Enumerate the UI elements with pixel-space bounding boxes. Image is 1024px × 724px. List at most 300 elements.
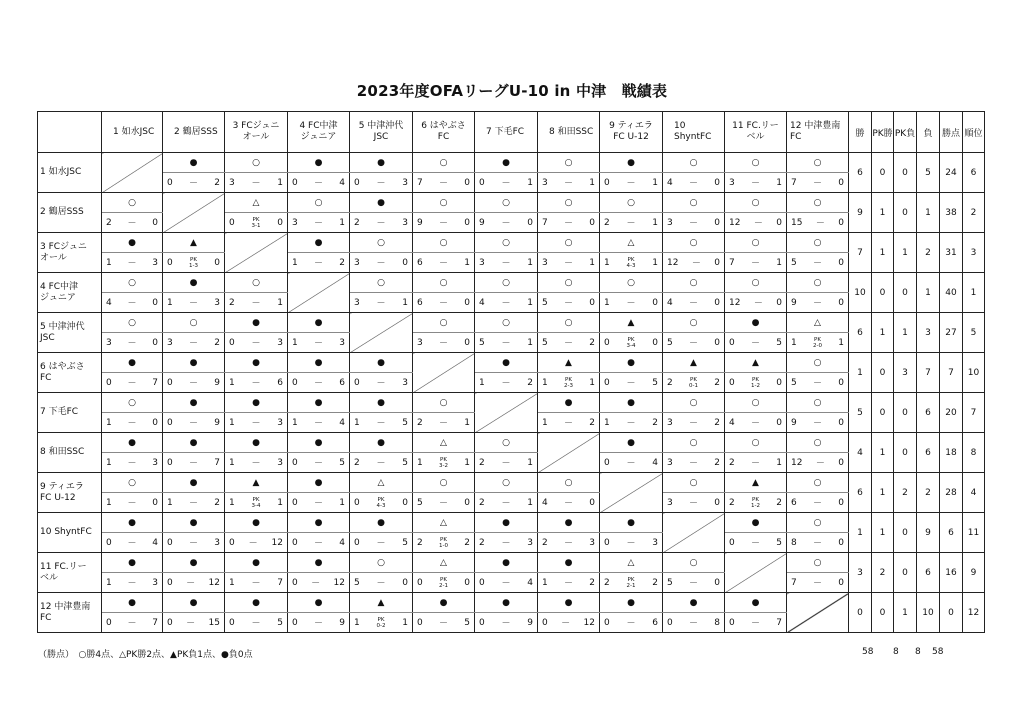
win-circle-icon: ○ [813, 197, 822, 208]
away-score: 3 [277, 417, 283, 428]
win-circle-icon: ○ [689, 477, 698, 488]
score-cell [350, 493, 413, 513]
loss-dot-icon: ● [564, 597, 573, 608]
result-mark-cell [102, 273, 163, 293]
score-cell [413, 293, 475, 313]
home-score: 3 [667, 497, 673, 508]
self-match-diagonal [163, 193, 225, 233]
away-score: 9 [214, 417, 220, 428]
score-cell [600, 573, 663, 593]
column-header-line: FC U-12 [613, 132, 649, 142]
score-cell [413, 333, 475, 353]
score-dash: － [127, 379, 137, 389]
result-mark-cell [725, 393, 787, 413]
row-team-label-line: 8 和田SSC [40, 447, 85, 457]
home-score: 3 [542, 257, 548, 268]
result-mark-cell [225, 353, 288, 373]
result-mark-cell [350, 593, 413, 613]
home-score: 1 [229, 417, 235, 428]
score-dash: － [376, 259, 386, 269]
result-mark-cell [663, 593, 725, 613]
pk-result: 3-1 [251, 222, 261, 229]
stat-pts: 7 [940, 353, 963, 393]
result-mark-cell [663, 353, 725, 373]
result-mark-cell [725, 473, 787, 493]
result-mark-cell [538, 193, 600, 213]
self-match-diagonal [600, 473, 663, 513]
stat-pkw: 1 [872, 193, 894, 233]
column-header-line: 7 下毛FC [486, 126, 525, 137]
win-circle-icon: ○ [564, 157, 573, 168]
result-mark-cell [475, 273, 538, 293]
home-score: 0 [167, 457, 173, 468]
score-dash: － [186, 579, 196, 589]
away-score: 1 [527, 337, 533, 348]
result-mark-cell [475, 153, 538, 173]
pk-shootout-score [751, 497, 760, 509]
result-mark-cell [538, 513, 600, 533]
away-score: 1 [527, 257, 533, 268]
result-mark-cell [163, 473, 225, 493]
away-score: 2 [214, 177, 220, 188]
result-mark-cell [600, 193, 663, 213]
row-team-label-line: FC [40, 372, 52, 383]
score-dash: － [376, 419, 386, 429]
away-score: 5 [776, 537, 782, 548]
win-circle-icon: ○ [813, 397, 822, 408]
score-cell [413, 253, 475, 273]
result-mark-cell [225, 313, 288, 333]
column-header-team-10 [663, 112, 725, 153]
away-score: 0 [838, 537, 844, 548]
self-match-diagonal [413, 353, 475, 393]
away-score: 12 [208, 577, 220, 588]
away-score: 3 [152, 577, 158, 588]
result-mark-cell [413, 433, 475, 453]
home-score: 3 [667, 417, 673, 428]
away-score: 0 [152, 497, 158, 508]
score-cell [288, 613, 350, 633]
home-score: 2 [479, 457, 485, 468]
row-team-label-line: 5 中津沖代 [40, 321, 85, 332]
score-dash: － [691, 259, 701, 269]
score-cell [102, 293, 163, 313]
stat-pkl: 1 [894, 593, 917, 633]
result-mark-cell [288, 153, 350, 173]
team-row-scores-3 [38, 253, 985, 273]
result-mark-cell [663, 393, 725, 413]
home-score: 1 [292, 337, 298, 348]
loss-dot-icon: ● [314, 557, 323, 568]
score-cell [475, 573, 538, 593]
stat-header-4: 勝点 [940, 112, 963, 153]
score-cell [787, 533, 849, 553]
away-score: 2 [527, 377, 533, 388]
row-team-name-5 [38, 313, 102, 353]
pk-label: PK [377, 496, 385, 503]
row-team-name-10 [38, 513, 102, 553]
result-mark-cell [413, 593, 475, 613]
result-mark-cell [163, 433, 225, 453]
win-circle-icon: ○ [377, 237, 385, 248]
score-cell [225, 533, 288, 553]
pk-shootout-score [564, 377, 573, 389]
home-score: 0 [604, 377, 610, 388]
result-mark-cell [600, 393, 663, 413]
result-mark-cell [225, 593, 288, 613]
loss-dot-icon: ● [252, 397, 260, 408]
loss-dot-icon: ● [377, 157, 385, 168]
stat-pts: 31 [940, 233, 963, 273]
total-wins: 58 [862, 647, 874, 657]
score-cell [350, 533, 413, 553]
away-score: 0 [152, 417, 158, 428]
score-dash: － [563, 499, 573, 509]
result-mark-cell [163, 393, 225, 413]
result-mark-cell [538, 593, 600, 613]
stat-header-0: 勝 [849, 112, 872, 153]
score-cell [350, 173, 413, 193]
away-score: 0 [838, 257, 844, 268]
score-dash: － [376, 299, 386, 309]
loss-dot-icon: ● [252, 557, 260, 568]
stat-l: 9 [917, 513, 940, 553]
result-mark-cell [288, 193, 350, 213]
score-dash: － [251, 299, 261, 309]
column-header-line: ジュニア [300, 132, 337, 142]
result-mark-cell [787, 433, 849, 453]
score-cell [600, 173, 663, 193]
score-dash: － [688, 179, 698, 189]
home-score: 0 [604, 177, 610, 188]
result-mark-cell [475, 193, 538, 213]
away-score: 3 [277, 337, 283, 348]
rank: 6 [963, 153, 985, 193]
score-dash: － [753, 299, 763, 309]
result-mark-cell [102, 313, 163, 333]
win-circle-icon: ○ [689, 157, 698, 168]
away-score: 2 [589, 417, 595, 428]
row-team-label-line: 1 如水JSC [40, 167, 82, 177]
stat-l: 6 [917, 433, 940, 473]
away-score: 2 [464, 537, 470, 548]
home-score: 4 [106, 297, 112, 308]
home-score: 1 [604, 257, 610, 268]
stat-header-3: 負 [917, 112, 940, 153]
win-circle-icon: ○ [564, 317, 573, 328]
row-team-name-3 [38, 233, 102, 273]
pk-win-triangle-icon: △ [440, 517, 447, 528]
pk-win-triangle-icon: △ [252, 197, 260, 208]
score-dash: － [688, 499, 698, 509]
team-row-9 [38, 473, 985, 493]
score-dash: － [376, 379, 386, 389]
win-circle-icon: ○ [627, 197, 635, 208]
score-cell [787, 413, 849, 433]
score-dash: － [438, 499, 448, 509]
score-cell [225, 453, 288, 473]
score-dash: － [626, 179, 636, 189]
win-circle-icon: ○ [128, 277, 136, 288]
away-score: 1 [652, 217, 658, 228]
result-mark-cell [600, 593, 663, 613]
home-score: 12 [729, 297, 741, 308]
win-circle-icon: ○ [689, 437, 698, 448]
score-cell [725, 333, 787, 353]
loss-dot-icon: ● [189, 557, 198, 568]
score-cell [102, 373, 163, 393]
home-score: 1 [167, 297, 173, 308]
win-circle-icon: ○ [813, 477, 822, 488]
score-cell [225, 373, 288, 393]
result-mark-cell [350, 153, 413, 173]
score-dash: － [750, 539, 760, 549]
row-team-label-line: オール [40, 252, 67, 263]
home-score: 0 [167, 417, 173, 428]
pk-label: PK [690, 376, 697, 383]
score-cell [350, 453, 413, 473]
result-mark-cell [725, 153, 787, 173]
column-header-line: 3 FCジュニ [232, 121, 280, 131]
pk-shootout-score [377, 617, 386, 629]
home-score: 0 [479, 617, 485, 628]
score-cell [600, 213, 663, 233]
score-cell [350, 253, 413, 273]
stat-pkl: 2 [894, 473, 917, 513]
win-circle-icon: ○ [502, 277, 510, 288]
home-score: 1 [229, 577, 235, 588]
score-cell [787, 453, 849, 473]
away-score: 0 [589, 297, 595, 308]
score-dash: － [438, 259, 448, 269]
loss-dot-icon: ● [627, 397, 635, 408]
row-team-name-9 [38, 473, 102, 513]
home-score: 2 [479, 537, 485, 548]
team-row-12 [38, 593, 985, 613]
away-score: 0 [214, 257, 220, 268]
score-dash: － [251, 379, 261, 389]
loss-dot-icon: ● [502, 517, 510, 528]
result-mark-cell [787, 393, 849, 413]
pk-win-triangle-icon: △ [627, 237, 635, 248]
self-match-diagonal [725, 553, 787, 593]
result-mark-cell [225, 393, 288, 413]
score-dash: － [251, 339, 261, 349]
home-score: 2 [479, 497, 485, 508]
result-mark-cell [413, 153, 475, 173]
score-dash: － [501, 219, 511, 229]
score-cell [163, 253, 225, 273]
score-cell [475, 533, 538, 553]
result-mark-cell [350, 353, 413, 373]
score-dash: － [563, 259, 573, 269]
home-score: 0 [479, 577, 485, 588]
score-cell [413, 213, 475, 233]
home-score: 6 [417, 257, 423, 268]
loss-dot-icon: ● [314, 437, 323, 448]
score-dash: － [313, 459, 323, 469]
win-circle-icon: ○ [439, 317, 448, 328]
home-score: 5 [791, 377, 797, 388]
away-score: 12 [271, 537, 283, 548]
home-score: 0 [292, 577, 298, 588]
pk-win-triangle-icon: △ [627, 557, 635, 568]
score-cell [163, 173, 225, 193]
column-header-line: 9 ティエラ [609, 121, 653, 131]
result-mark-cell [350, 553, 413, 573]
score-dash: － [688, 619, 698, 629]
score-cell [787, 333, 849, 353]
home-score: 1 [542, 417, 548, 428]
pk-result: 3-2 [439, 462, 448, 469]
away-score: 0 [838, 417, 844, 428]
score-cell [663, 333, 725, 353]
result-mark-cell [350, 393, 413, 413]
win-circle-icon: ○ [128, 197, 136, 208]
score-cell [600, 293, 663, 313]
result-mark-cell [725, 233, 787, 253]
pk-result: 3-4 [626, 342, 636, 349]
result-mark-cell [538, 273, 600, 293]
result-mark-cell [600, 233, 663, 253]
row-team-label-line: 4 FC中津 [40, 281, 79, 292]
home-score: 0 [604, 537, 610, 548]
column-header-team-1 [102, 112, 163, 153]
score-dash: － [313, 379, 323, 389]
home-score: 9 [791, 417, 797, 428]
away-score: 0 [776, 417, 782, 428]
stat-pkw: 0 [872, 273, 894, 313]
win-circle-icon: ○ [751, 197, 760, 208]
team-row-1 [38, 153, 985, 173]
score-cell [663, 213, 725, 233]
result-mark-cell [475, 233, 538, 253]
pk-loss-triangle-icon: ▲ [690, 357, 697, 368]
away-score: 0 [527, 217, 533, 228]
score-cell [288, 333, 350, 353]
loss-dot-icon: ● [314, 357, 323, 368]
win-circle-icon: ○ [751, 237, 760, 248]
rank: 11 [963, 513, 985, 553]
away-score: 1 [402, 617, 408, 628]
loss-dot-icon: ● [314, 597, 323, 608]
away-score: 0 [714, 577, 720, 588]
corner-cell [38, 112, 102, 153]
result-mark-cell [413, 233, 475, 253]
result-mark-cell [787, 473, 849, 493]
home-score: 3 [417, 337, 423, 348]
rank: 10 [963, 353, 985, 393]
win-circle-icon: ○ [689, 317, 698, 328]
stat-pkw: 1 [872, 233, 894, 273]
away-score: 5 [464, 617, 470, 628]
win-circle-icon: ○ [377, 557, 385, 568]
result-mark-cell [288, 353, 350, 373]
result-mark-cell [475, 553, 538, 573]
stat-l: 1 [917, 193, 940, 233]
away-score: 0 [589, 497, 595, 508]
score-cell [288, 253, 350, 273]
loss-dot-icon: ● [128, 357, 136, 368]
score-dash: － [188, 459, 198, 469]
page-title: 2023年度OFAリーグU-10 in 中津 戦績表 [356, 82, 668, 100]
stat-pts: 27 [940, 313, 963, 353]
away-score: 4 [339, 417, 345, 428]
score-cell [725, 613, 787, 633]
score-cell [538, 173, 600, 193]
home-score: 0 [167, 377, 173, 388]
win-circle-icon: ○ [128, 477, 136, 488]
column-header-team-4 [288, 112, 350, 153]
away-score: 0 [464, 577, 470, 588]
win-circle-icon: ○ [502, 477, 510, 488]
score-cell [538, 333, 600, 353]
column-header-team-3 [225, 112, 288, 153]
score-dash: － [563, 579, 573, 589]
stat-pkl: 1 [894, 233, 917, 273]
away-score: 0 [152, 337, 158, 348]
score-dash: － [311, 579, 321, 589]
stat-l: 1 [917, 273, 940, 313]
team-row-scores-1 [38, 173, 985, 193]
loss-dot-icon: ● [377, 517, 385, 528]
row-team-label-line: ジュニア [40, 292, 76, 303]
score-dash: － [313, 419, 323, 429]
column-header-line: ベル [746, 132, 765, 142]
home-score: 1 [229, 497, 235, 508]
result-mark-cell [225, 273, 288, 293]
away-score: 1 [589, 257, 595, 268]
stat-pkl: 0 [894, 553, 917, 593]
score-dash: － [313, 179, 323, 189]
home-score: 1 [106, 457, 112, 468]
pk-shootout-score [439, 577, 448, 589]
away-score: 7 [152, 617, 158, 628]
away-score: 12 [333, 577, 345, 588]
score-cell [225, 493, 288, 513]
score-cell [663, 493, 725, 513]
score-cell [475, 373, 538, 393]
away-score: 1 [464, 257, 470, 268]
result-mark-cell [663, 193, 725, 213]
score-cell [663, 613, 725, 633]
column-header-team-5 [350, 112, 413, 153]
result-mark-cell [225, 193, 288, 213]
score-cell [663, 293, 725, 313]
home-score: 7 [791, 577, 797, 588]
result-mark-cell [288, 593, 350, 613]
score-cell [413, 453, 475, 473]
loss-dot-icon: ● [627, 157, 635, 168]
loss-dot-icon: ● [751, 597, 760, 608]
pk-loss-triangle-icon: ▲ [627, 317, 635, 328]
away-score: 1 [527, 297, 533, 308]
home-score: 1 [106, 417, 112, 428]
loss-dot-icon: ● [439, 597, 448, 608]
home-score: 3 [106, 337, 112, 348]
away-score: 4 [527, 577, 533, 588]
row-team-name-2 [38, 193, 102, 233]
home-score: 1 [791, 337, 797, 348]
score-dash: － [376, 219, 386, 229]
pk-result: 1-2 [751, 502, 760, 509]
pk-loss-triangle-icon: ▲ [252, 477, 260, 488]
stat-header-1: PK勝 [872, 112, 894, 153]
score-cell [475, 493, 538, 513]
column-header-team-7 [475, 112, 538, 153]
home-score: 1 [417, 457, 423, 468]
score-dash: － [812, 499, 822, 509]
